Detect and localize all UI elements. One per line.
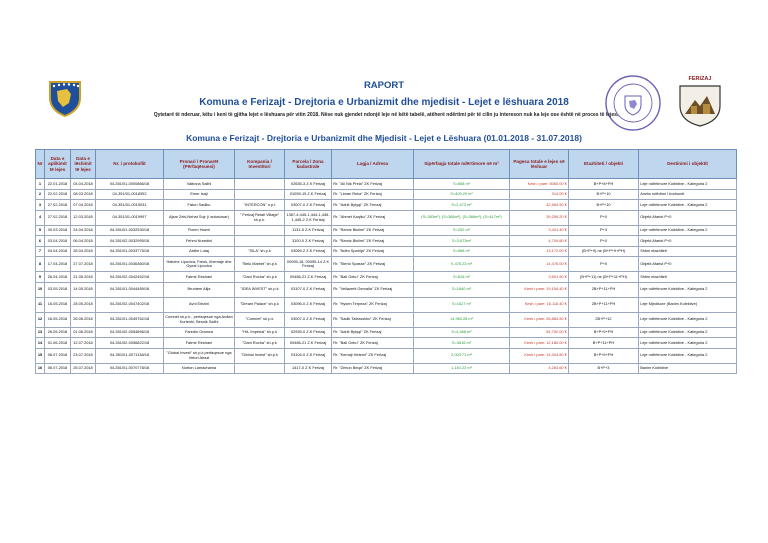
row-owner: Fehmi Nuredini [164,236,235,247]
citizen-notice: Qytetarë të nderuar, këtu i keni të gjitha lejet e lëshuara për vitin 2018. Nëse nuk gjendet ndonjë leje në këtë tabelë, atëherë ndërtimi për të cilin ju intereson nuk ka leje ose është në proces të lejes. [153,112,619,118]
row-issue-date: 06.04.2018 [71,236,96,247]
row-fee: Kesh i pare: 16,118.40 € [510,297,569,312]
table-row [36,272,737,283]
row-address: Rr. "Sterio Spasse" ZK Ferizaj [332,257,414,272]
row-parcel: 03107-0 Z.K Ferizaj [285,282,332,297]
row-parcel: 03069-2 Z.K Ferizaj [285,246,332,257]
row-floors: B+P+11+PH [569,338,639,349]
row-owner: Fatmir Reshani [164,272,235,283]
row-purpose: Leje ndërtimore Kolektive - Kategoria 2 [639,179,737,190]
row-company: "Belu Market" sh.p.k [235,257,285,272]
row-area: S=3616 m² [414,338,510,349]
row-nr: 9 [36,272,45,283]
row-purpose: Objekt Afarist P+0 [639,257,737,272]
permits-table-body [36,179,737,374]
permits-table [35,149,737,374]
row-floors: 2B+P+11+PH [569,297,639,312]
row-owner: Norton Lamachama [164,363,235,374]
row-application-date: 17.04.2018 [45,257,71,272]
row-application-date: 26.04.2018 [45,272,71,283]
row-nr: 14 [36,338,45,349]
row-parcel: 1417-0 Z.K Ferizaj [285,363,332,374]
col-header-purpose: Destinimi i objektit [639,150,737,179]
row-issue-date: 12.03.2018 [71,210,96,225]
row-issue-date: 01.06.2018 [71,327,96,338]
row-company: "Comnet" sh.p.k [235,312,285,327]
row-nr: 4 [36,210,45,225]
row-purpose: Objekt Afarist P+0 [639,236,737,247]
row-fee: 14,476.00 € [510,257,569,272]
row-area: 2,003.71 m² [414,348,510,363]
row-fee: 54,752.00 € [510,327,569,338]
row-area: S=1840 m² [414,282,510,297]
row-owner: Ajsar Zeki,Nehat Sojr (/ autorizuar) [164,210,235,225]
row-area: S=816 m² [414,272,510,283]
row-owner: Faton Sadiku [164,200,235,211]
row-area: S=3,673m² [414,236,510,247]
row-parcel: 03007-0 Z.K Ferizaj [285,200,332,211]
table-header-row [36,150,737,179]
table-row [36,312,737,327]
row-parcel: 01059-15 Z.K Ferizaj [285,189,332,200]
row-application-date: 06.07.2018 [45,348,71,363]
row-protocol: 04-351/01-0032530/18 [96,225,164,236]
col-header-fee: Pagesa totale e lejes së lëshuar [510,150,569,179]
row-application-date: 01.06.2018 [45,338,71,349]
row-area: (S=383m²), (S=368m²), (S=366m²), (S=417m²) [414,210,510,225]
row-fee: 42,964.50 € [510,200,569,211]
row-purpose: Leje ndërtimore Kolektive - Kategoria 2 [639,200,737,211]
row-company [235,225,285,236]
table-row [36,200,737,211]
row-protocol: 04-351/02-0054896/18 [96,327,164,338]
table-row [36,210,737,225]
row-floors: 2B+P+11+PH [569,282,639,297]
row-fee: Kesh i pare: 19,154.40 € [510,282,569,297]
row-area: S,476.23 m² [414,257,510,272]
row-floors: B+P+10 [569,189,639,200]
table-row [36,363,737,374]
row-parcel: 03104-0 Z.K Ferizaj [285,348,332,363]
row-address: Rr. "Hysen Terpeza" ZK Ferizaj [332,297,414,312]
row-protocol: 04-351/01-0019997 [96,210,164,225]
row-owner: Faredin Gramca [164,327,235,338]
row-floors: P+0 [569,210,639,225]
row-company: "IDEA INVEST" sh.p.k [235,282,285,297]
row-issue-date: 25.07.2018 [71,363,96,374]
row-address: Rr. "Bali Geku" ZK Ferizaj [332,338,414,349]
row-address: Rr. "Adnit Bytyqi" ZK Ferizaj [332,327,414,338]
row-nr: 2 [36,189,45,200]
row-fee: Kesh i pare: 12,180.00 € [510,338,569,349]
row-parcel: 00095-18, 00095-14 Z.K Ferizaj [285,257,332,272]
row-issue-date: 21.05.2018 [71,272,96,283]
row-protocol: 04-351/01-0018392 [96,189,164,200]
row-owner: Emer Isaji [164,189,235,200]
ferizaj-logo-text: FERIZAJ [688,76,712,82]
table-row [36,282,737,297]
row-purpose: Objekt Afarist P+0 [639,210,737,225]
row-floors: (B+P+11) ne (B+P+11+PH) [569,272,639,283]
row-address: Rr. "Ramiz Bislimi" ZK Ferizaj [332,236,414,247]
row-protocol: 04-351/01-0049762/18 [96,312,164,327]
row-nr: 15 [36,348,45,363]
row-floors: P+3 [569,225,639,236]
row-owner: Comnet sh.p.k., perfaqesue nga Ardian Kurteshi, Besnik Salihi [164,312,235,327]
row-protocol: 04-351/01-0071138/18 [96,348,164,363]
col-header-parcel: Parcela / Zona kadastrale [285,150,332,179]
table-row [36,257,737,272]
row-owner: Avni Elezini [164,297,235,312]
row-application-date: 06.07.2018 [45,363,71,374]
row-owner: Fatmir Reshani [164,338,235,349]
row-protocol: 04-351/01-0036360/18 [96,257,164,272]
row-issue-date: 27.07.2018 [71,257,96,272]
row-area: S=1627 m² [414,297,510,312]
row-address: Rr. "Bali Geku" ZK Ferizaj [332,272,414,283]
row-address: Rr. "Ramiz Bislimi" ZK Ferizaj [332,225,414,236]
row-owner: Bruntem Alija [164,282,235,297]
row-protocol: 04-351/01-0070778/18 [96,363,164,374]
row-fee: 3,421.40 € [510,225,569,236]
row-company [235,179,285,190]
table-title: Komuna e Ferizajt - Drejtoria e Urbanizmit dhe Mjedisit - Lejet e Lëshuara (01.01.2018 - 31.07.2018) [186,133,582,143]
table-row [36,327,737,338]
row-owner: Atdhe Lutaj [164,246,235,257]
row-area: S=858 m² [414,179,510,190]
col-header-application-date: Data e aplikimit të lejes [45,150,71,179]
row-fee: Kesh i pare: 26,884.50 € [510,312,569,327]
row-owner: Hatixhe Lipovica, Faruk, Ilhemaje dhe Gyeal Lipovica [164,257,235,272]
row-floors: 2B+P+12 [569,312,639,327]
row-issue-date: 26.06.2018 [71,312,96,327]
row-area: 1,140.22 m² [414,363,510,374]
row-floors: B+P+9+PH [569,327,639,338]
row-nr: 13 [36,327,45,338]
row-parcel: 03007-0 Z.K Ferizaj [285,312,332,327]
row-fee: Kesh i pare: 5060.00 € [510,179,569,190]
row-area: S=968 m² [414,246,510,257]
row-application-date: 04.04.2018 [45,246,71,257]
row-nr: 10 [36,282,45,297]
col-header-protocol: Nr. i protokollit [96,150,164,179]
row-address: Rr. "Ali Nik Prela" ZK Ferizaj [332,179,414,190]
row-purpose: Leje ndërtimore Kolektive - Kategoria 2 [639,312,737,327]
row-parcel: 02635-3 Z.K Ferizaj [285,179,332,190]
row-area: S=409.29 m² [414,189,510,200]
row-protocol: 04-351/01-0044489/18 [96,282,164,297]
row-address: Rr. "Zenun Beqa" ZK Ferizaj [332,363,414,374]
row-issue-date: 04.04.2018 [71,179,96,190]
table-row [36,297,737,312]
row-application-date: 27.02.2018 [45,200,71,211]
row-floors: P+0 [569,257,639,272]
row-company [235,236,285,247]
row-purpose: Leje Mjedisore (Banim Kolektive) [639,297,737,312]
row-fee: Kesh i pare: 14,304.80 € [510,348,569,363]
row-floors: B+P+9+PH [569,348,639,363]
report-subtitle: Komuna e Ferizajt - Drejtoria e Urbanizmit dhe mjedisit - Lejet e lëshuara 2018 [199,97,569,108]
row-issue-date: 24.04.2018 [71,225,96,236]
row-protocol: 04-351/01-0000866/18 [96,179,164,190]
row-company: "Gani Rocha" sh.p.k [235,272,285,283]
row-purpose: Shtim etazhiteti [639,272,737,283]
row-issue-date: 12.07.2018 [71,338,96,349]
table-row [36,189,737,200]
row-company: "SILA" sh.p.k [235,246,285,257]
row-purpose: Aneks ndërtimi I bodrumit [639,189,737,200]
row-area: 14,983.28 m² [414,312,510,327]
row-fee: 13,172.00 € [510,246,569,257]
row-fee: 3,601.90 € [510,272,569,283]
row-purpose: Leje ndërtimore Kolektive - Kategoria 2 [639,282,737,297]
row-fee: 314.00 € [510,189,569,200]
row-parcel: 1131-5 Z.K Ferizaj [285,225,332,236]
row-floors: P+0 [569,236,639,247]
row-fee: 4,263.60 € [510,363,569,374]
row-address: Rr. "Sadik Tafaroshku" ZK Ferizaj [332,312,414,327]
row-purpose: Leje ndërtimore Kolektive - Kategoria 2 [639,348,737,363]
row-floors: B+P+10 [569,200,639,211]
row-issue-date: 07.04.2018 [71,200,96,211]
row-parcel: 00486-21 Z.K Ferizaj [285,338,332,349]
row-application-date: 03.04.2018 [45,236,71,247]
row-application-date: 16.05.2018 [45,297,71,312]
row-purpose: Leje ndërtimore Kolektive - Kategoria 2 [639,338,737,349]
row-application-date: 27.02.2018 [45,210,71,225]
col-header-floors: Etazhiteti / objekti [569,150,639,179]
row-application-date: 16.05.2018 [45,312,71,327]
col-header-company: Kompania / Investitori [235,150,285,179]
row-owner: Florim Hazrri [164,225,235,236]
row-parcel: 02939-0 Z.K Ferizaj [285,327,332,338]
row-application-date: 03.05.2018 [45,282,71,297]
row-purpose: Shtim etazhiteti [639,246,737,257]
row-address: Rr. "Adnit Bytyqi" ZK Ferizaj [332,200,414,211]
row-protocol: 04-351/02-0032995/18 [96,236,164,247]
row-nr: 1 [36,179,45,190]
row-address: Rr. "Kemajl Hetemi" ZK Ferizaj [332,348,414,363]
col-header-nr: Nr [36,150,45,179]
row-floors: B+P+8+PH [569,179,639,190]
row-protocol: 04-351/02-0042452/18 [96,272,164,283]
col-header-owner: Pronari / Pronarët (Përfaqësuesi) [164,150,235,179]
row-protocol: 04-351/01-0019031 [96,200,164,211]
row-fee: 4,704.60 € [510,236,569,247]
row-company: "Dream Palace" sh.p.k [235,297,285,312]
row-nr: 5 [36,225,45,236]
row-company: "Global Invest" sh.p.k [235,348,285,363]
row-company: " Ferizaj Retail Village" sh.p.k. [235,210,285,225]
row-protocol: 04-351/02-0056822/18 [96,338,164,349]
row-nr: 12 [36,312,45,327]
row-parcel: 00486-21 Z.K Ferizaj [285,272,332,283]
row-area: S=4,468 m² [414,327,510,338]
row-owner: "Global Invest" sh.p.k perfaqesue nga Veton Abazi [164,348,235,363]
row-issue-date: 28.04.2018 [71,246,96,257]
row-issue-date: 23.07.2018 [71,348,96,363]
row-application-date: 30.03.2018 [45,225,71,236]
row-parcel: 03096-0 Z.K Ferizaj [285,297,332,312]
table-row [36,179,737,190]
row-issue-date: 28.05.2018 [71,297,96,312]
table-row [36,246,737,257]
col-header-address: Lagja / Adresa [332,150,414,179]
row-nr: 8 [36,257,45,272]
row-company [235,363,285,374]
row-protocol: 04-351/02-0047402/18 [96,297,164,312]
row-floors: (B+P+9) ne (B+P+9+PH) [569,246,639,257]
row-company [235,189,285,200]
row-nr: 11 [36,297,45,312]
row-issue-date: 08.03.2018 [71,189,96,200]
row-owner: Valbona Salihi [164,179,235,190]
row-application-date: 22.01.2018 [45,179,71,190]
table-row [36,225,737,236]
col-header-area: Sipërfaqja totale ndërtimore në m² [414,150,510,179]
row-floors: B+P+3 [569,363,639,374]
row-parcel: 1367-4,445-1,444-1,445-1,445-2 Z.K Ferizaj [285,210,332,225]
row-nr: 6 [36,236,45,247]
col-header-issue-date: Data e lëshimit të lejes [71,150,96,179]
row-issue-date: 14.05.2018 [71,282,96,297]
row-purpose: Leje ndërtimore Kolektive - Kategoria 2 [639,327,737,338]
row-fee: 39,259.20 € [510,210,569,225]
row-area: S=2,473 m² [414,200,510,211]
row-address: Rr. "Liman Reka" ZK Ferizaj [332,189,414,200]
row-address: Rr. "Ahmet Kaqiku" ZK Ferizaj [332,210,414,225]
row-nr: 3 [36,200,45,211]
row-nr: 7 [36,246,45,257]
row-purpose: Leje ndërtimore Kolektive - Kategoria 2 [639,225,737,236]
row-nr: 16 [36,363,45,374]
row-company: "Gani Rocha" sh.p.k [235,338,285,349]
row-company: "INTERCON" n.p.t [235,200,285,211]
row-application-date: 22.02.2018 [45,189,71,200]
row-area: S=252 m² [414,225,510,236]
table-row [36,236,737,247]
row-application-date: 26.05.2018 [45,327,71,338]
row-parcel: 3100-0 Z.K Ferizaj [285,236,332,247]
report-title: RAPORT [363,80,405,91]
row-protocol: 04-351/01-0033775/18 [96,246,164,257]
row-address: Rr. "Vellazerit Gerxalia" ZK Ferizaj [332,282,414,297]
row-purpose: Banim Kolektive [639,363,737,374]
row-company: "Hit- Imperial" sh.p.k [235,327,285,338]
row-address: Rr. "Ndim Spahija" ZK Ferizaj [332,246,414,257]
table-row [36,348,737,363]
table-row [36,338,737,349]
